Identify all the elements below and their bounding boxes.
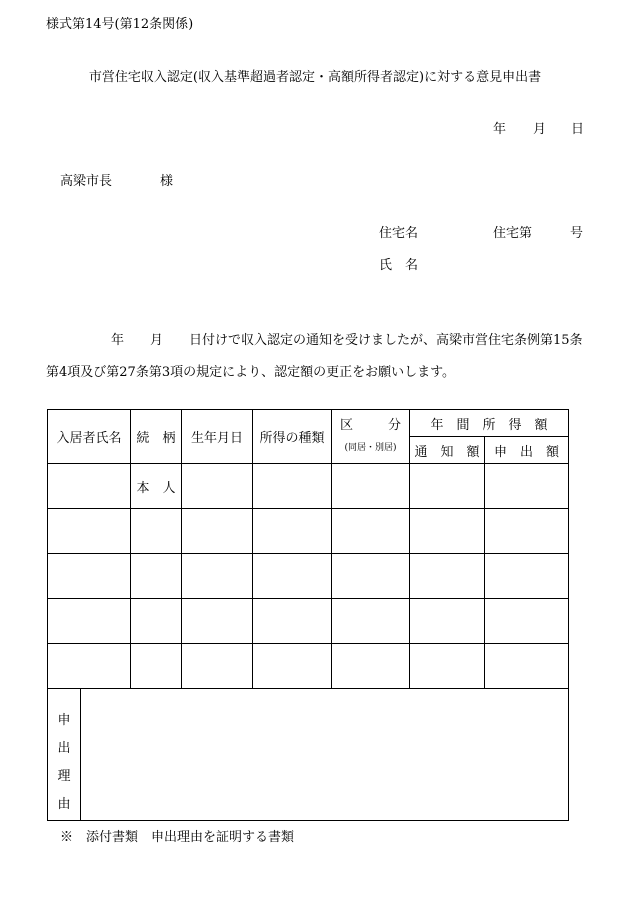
addressee-mayor: 高梁市長 bbox=[60, 174, 113, 189]
table-row bbox=[48, 464, 569, 509]
cell-income-type[interactable] bbox=[253, 509, 332, 554]
cell-division[interactable] bbox=[332, 509, 410, 554]
cell-notified-amount[interactable] bbox=[410, 644, 485, 689]
cell-division[interactable] bbox=[332, 644, 410, 689]
cell-relationship[interactable] bbox=[131, 554, 182, 599]
date-month-label: 月 bbox=[533, 122, 547, 137]
cell-birthdate[interactable] bbox=[182, 554, 253, 599]
header-resident-name: 入居者氏名 bbox=[48, 410, 131, 464]
table-row bbox=[48, 644, 569, 689]
cell-birthdate[interactable] bbox=[182, 464, 253, 509]
form-number: 様式第14号(第12条関係) bbox=[46, 17, 194, 32]
cell-declared-amount[interactable] bbox=[485, 644, 569, 689]
header-income-type: 所得の種類 bbox=[253, 410, 332, 464]
attachment-note: ※ 添付書類 申出理由を証明する書類 bbox=[60, 830, 295, 845]
cell-declared-amount[interactable] bbox=[485, 464, 569, 509]
header-declared-amount: 申 出 額 bbox=[485, 437, 569, 464]
cell-resident-name[interactable] bbox=[48, 644, 131, 689]
cell-division[interactable] bbox=[332, 554, 410, 599]
reason-label bbox=[48, 689, 81, 821]
reason-char: 申 bbox=[57, 713, 71, 728]
cell-birthdate[interactable] bbox=[182, 509, 253, 554]
cell-division[interactable] bbox=[332, 599, 410, 644]
body-line1-text: 日付けで収入認定の通知を受けましたが、高梁市営住宅条例第15条 bbox=[189, 333, 583, 348]
addressee-honorific: 様 bbox=[160, 174, 174, 189]
cell-notified-amount[interactable] bbox=[410, 554, 485, 599]
body-month: 月 bbox=[150, 333, 164, 348]
cell-resident-name[interactable] bbox=[48, 509, 131, 554]
reason-char: 由 bbox=[57, 797, 71, 812]
cell-relationship[interactable] bbox=[131, 599, 182, 644]
housing-number-suffix: 号 bbox=[570, 226, 584, 241]
cell-notified-amount[interactable] bbox=[410, 599, 485, 644]
housing-name-label: 住宅名 bbox=[379, 226, 419, 241]
cell-birthdate[interactable] bbox=[182, 599, 253, 644]
header-annual-income: 年 間 所 得 額 bbox=[410, 410, 569, 437]
cell-relationship[interactable] bbox=[131, 644, 182, 689]
cell-birthdate[interactable] bbox=[182, 644, 253, 689]
cell-notified-amount[interactable] bbox=[410, 509, 485, 554]
header-division-sub: (同居・別居) bbox=[344, 442, 397, 453]
header-division-b: 分 bbox=[388, 417, 402, 433]
reason-char: 理 bbox=[57, 769, 71, 784]
table-row bbox=[48, 599, 569, 644]
document-title: 市営住宅収入認定(収入基準超過者認定・高額所得者認定)に対する意見申出書 bbox=[88, 70, 542, 85]
applicant-name-label: 氏 名 bbox=[379, 258, 419, 273]
reason-field[interactable] bbox=[81, 689, 569, 821]
reason-char: 出 bbox=[57, 741, 71, 756]
income-table bbox=[47, 409, 569, 821]
header-notified-amount: 通 知 額 bbox=[410, 437, 485, 464]
header-birthdate: 生年月日 bbox=[182, 410, 253, 464]
cell-declared-amount[interactable] bbox=[485, 599, 569, 644]
cell-income-type[interactable] bbox=[253, 644, 332, 689]
cell-income-type[interactable] bbox=[253, 464, 332, 509]
cell-resident-name[interactable] bbox=[48, 599, 131, 644]
header-relationship: 続 柄 bbox=[131, 410, 182, 464]
cell-relationship[interactable] bbox=[131, 509, 182, 554]
table-row bbox=[48, 509, 569, 554]
cell-notified-amount[interactable] bbox=[410, 464, 485, 509]
cell-declared-amount[interactable] bbox=[485, 554, 569, 599]
cell-income-type[interactable] bbox=[253, 599, 332, 644]
cell-income-type[interactable] bbox=[253, 554, 332, 599]
cell-resident-name[interactable] bbox=[48, 464, 131, 509]
date-year-label: 年 bbox=[493, 122, 507, 137]
housing-number-prefix: 住宅第 bbox=[493, 226, 533, 241]
cell-resident-name[interactable] bbox=[48, 554, 131, 599]
cell-relationship[interactable]: 本 人 bbox=[131, 464, 182, 509]
body-line2-text: 第4項及び第27条第3項の規定により、認定額の更正をお願いします。 bbox=[46, 365, 456, 380]
header-division-a: 区 bbox=[340, 417, 354, 433]
body-year: 年 bbox=[111, 333, 125, 348]
table-row bbox=[48, 554, 569, 599]
date-day-label: 日 bbox=[571, 122, 585, 137]
cell-declared-amount[interactable] bbox=[485, 509, 569, 554]
cell-division[interactable] bbox=[332, 464, 410, 509]
header-division bbox=[332, 410, 410, 464]
